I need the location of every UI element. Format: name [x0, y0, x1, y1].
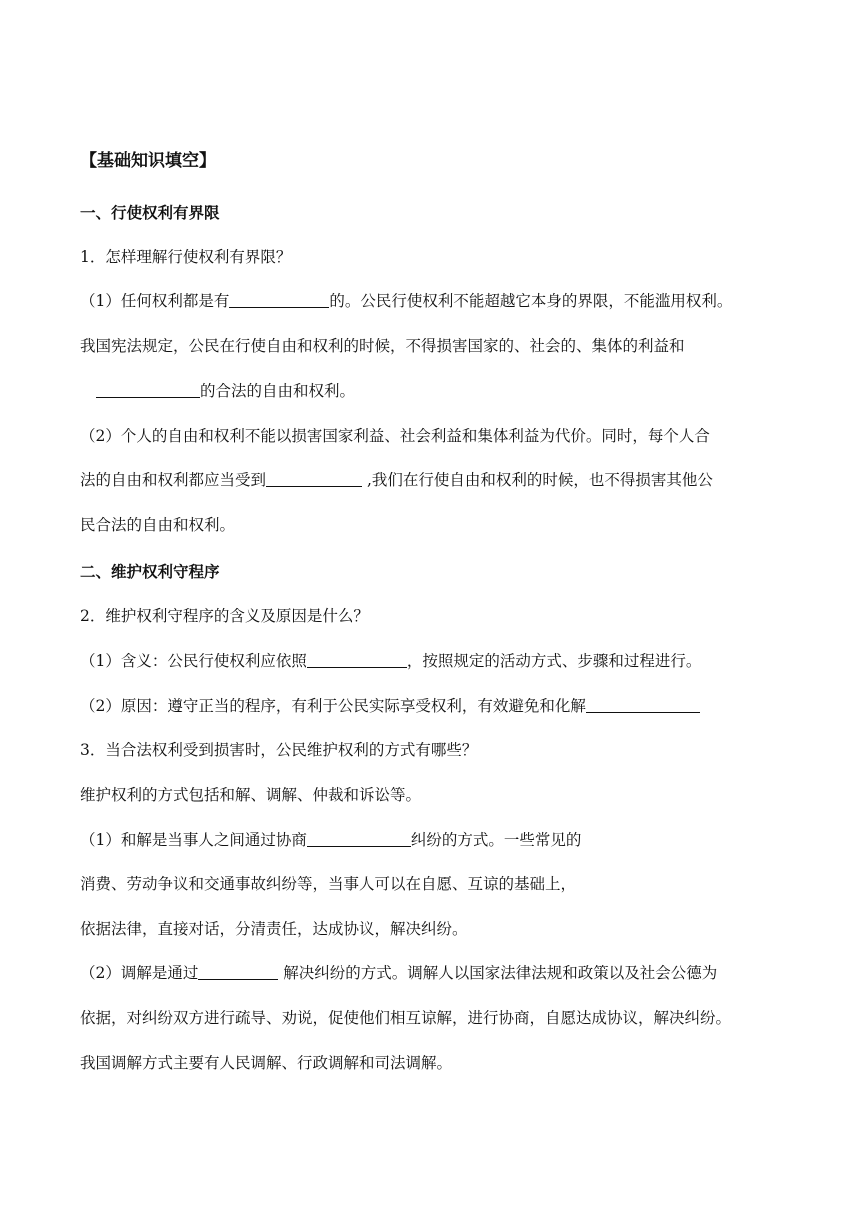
text: （2）调解是通过 [80, 964, 199, 982]
paragraph-2-line-2 [80, 469, 790, 491]
paragraph-2-line-1: （2）个人的自由和权利不能以损害国家利益、社会利益和集体利益为代价。同时，每个人合 [80, 427, 710, 445]
text: ，按照规定的活动方式、步骤和过程进行。 [406, 652, 702, 670]
mediation-line-1 [80, 962, 790, 984]
mediation-line-3: 我国调解方式主要有人民调解、行政调解和司法调解。 [80, 1054, 453, 1072]
paragraph-1-line-2: 我国宪法规定，公民在行使自由和权利的时候，不得损害国家的、社会的、集体的利益和 [80, 337, 685, 355]
text: 法的自由和权利都应当受到 [80, 471, 267, 489]
methods-intro: 维护权利的方式包括和解、调解、仲裁和诉讼等。 [80, 786, 422, 804]
heading-section-1: 一、行使权利有界限 [80, 204, 220, 222]
meaning-line [80, 650, 790, 672]
reconciliation-line-2: 消费、劳动争议和交通事故纠纷等，当事人可以在自愿、互谅的基础上， [80, 875, 577, 893]
fill-blank[interactable] [229, 291, 329, 308]
text: （1）任何权利都是有 [80, 292, 230, 310]
text: 的。公民行使权利不能超越它本身的界限，不能滥用权利。 [329, 292, 733, 310]
fill-blank[interactable] [96, 381, 200, 398]
fill-blank[interactable] [266, 470, 362, 487]
question-1: 1．怎样理解行使权利有界限？ [80, 248, 292, 266]
heading-section-2: 二、维护权利守程序 [80, 563, 220, 581]
text: 的合法的自由和权利。 [200, 382, 356, 400]
fill-blank[interactable] [307, 830, 411, 847]
fill-blank[interactable] [198, 963, 278, 980]
text: （2）原因：遵守正当的程序，有利于公民实际享受权利，有效避免和化解 [80, 697, 586, 715]
text: （1）含义：公民行使权利应依照 [80, 652, 307, 670]
paragraph-1-line-3 [96, 380, 806, 402]
reconciliation-line-1 [80, 829, 790, 851]
mediation-line-2: 依据，对纠纷双方进行疏导、劝说，促使他们相互谅解，进行协商，自愿达成协议，解决纠纷。 [80, 1009, 732, 1027]
text: （1）和解是当事人之间通过协商 [80, 831, 307, 849]
text: ,我们在行使自由和权利的时候，也不得损害其他公 [362, 471, 713, 489]
fill-blank[interactable] [307, 651, 407, 668]
section-header: 【基础知识填空】 [80, 151, 216, 171]
text: 解决纠纷的方式。调解人以国家法律法规和政策以及社会公德为 [278, 964, 718, 982]
question-2: 2．维护权利守程序的含义及原因是什么？ [80, 607, 369, 625]
fill-blank[interactable] [586, 696, 700, 713]
reconciliation-line-3: 依据法律，直接对话，分清责任，达成协议，解决纠纷。 [80, 920, 468, 938]
reason-line [80, 695, 790, 717]
text: 纠纷的方式。一些常见的 [410, 831, 582, 849]
question-3: 3．当合法权利受到损害时，公民维护权利的方式有哪些？ [80, 741, 478, 759]
paragraph-1-line-1 [80, 290, 790, 312]
paragraph-2-line-3: 民合法的自由和权利。 [80, 516, 236, 534]
